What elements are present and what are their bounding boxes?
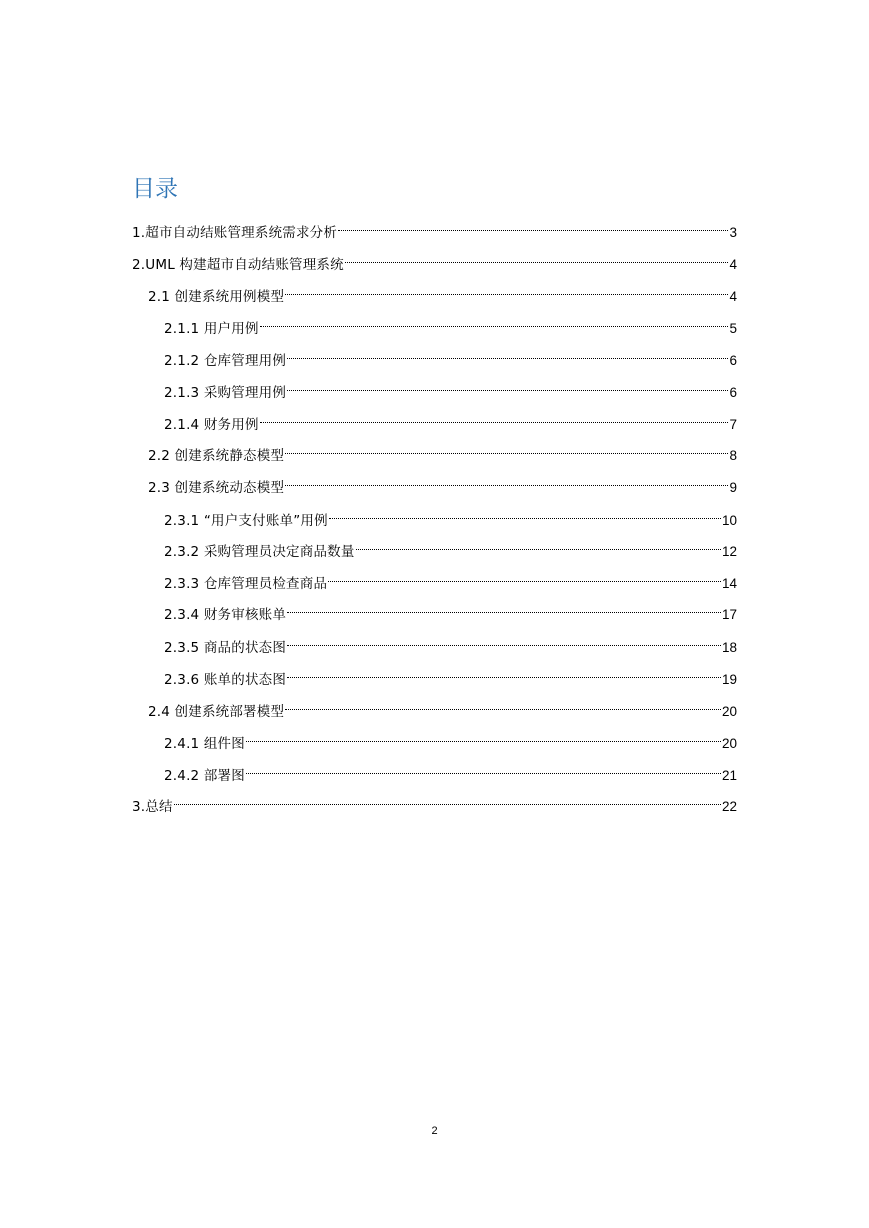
toc-entry[interactable] [164,501,737,529]
toc-entry-page: 22 [721,799,737,814]
toc-dot-leader [285,468,728,492]
toc-dot-leader [246,724,721,748]
toc-entry[interactable] [164,564,737,592]
toc-dot-leader [285,436,728,460]
toc-entry-label: 2.4 创建系统部署模型 [148,704,285,720]
toc-entry-page: 19 [721,672,737,687]
toc-entry-page: 4 [729,289,737,304]
toc-entry-label: 2.1 创建系统用例模型 [148,289,285,305]
toc-entry-label: 2.3.6 账单的状态图 [164,672,287,688]
toc-entry-label: 2.3.5 商品的状态图 [164,640,287,656]
toc-dot-leader [356,532,721,556]
toc-entry-page: 7 [729,417,737,432]
toc-entry[interactable] [148,436,737,464]
toc-entry-label: 2.1.3 采购管理用例 [164,385,287,401]
toc-entry[interactable] [164,405,737,433]
toc-entry[interactable] [132,245,737,273]
toc-entry-label: 2.4.1 组件图 [164,736,245,752]
toc-entry[interactable] [164,595,737,623]
toc-entry[interactable] [132,213,737,241]
toc-dot-leader [287,628,721,652]
toc-entry-page: 12 [721,544,737,559]
toc-dot-leader [287,341,728,365]
toc-entry-page: 10 [721,513,737,528]
toc-dot-leader [329,501,721,525]
toc-entry[interactable] [164,660,737,688]
toc-dot-leader [260,309,729,333]
toc-entry[interactable] [148,468,737,496]
toc-entry-page: 17 [721,607,737,622]
toc-entry-page: 4 [729,257,737,272]
toc-dot-leader [174,787,721,811]
toc-entry-page: 18 [721,640,737,655]
toc-entry[interactable] [164,373,737,401]
toc-entry[interactable] [164,341,737,369]
toc-entry-page: 9 [729,480,737,495]
toc-entry-label: 2.4.2 部署图 [164,768,245,784]
toc-entry[interactable] [164,756,737,784]
toc-entry[interactable] [132,787,737,815]
toc-entry-label: 2.3.4 财务审核账单 [164,607,287,623]
toc-entry-label: 3.总结 [132,799,173,815]
toc-entry[interactable] [164,628,737,656]
toc-entry-page: 21 [721,768,737,783]
toc-dot-leader [328,564,721,588]
toc-entry[interactable] [164,309,737,337]
toc-dot-leader [285,277,728,301]
toc-dot-leader [287,660,721,684]
toc-entry-label: 2.3.3 仓库管理员检查商品 [164,576,328,592]
toc-dot-leader [287,595,721,619]
toc-entry-label: 2.1.1 用户用例 [164,321,259,337]
toc-title: 目录 [132,176,178,202]
toc-dot-leader [285,692,721,716]
toc-entry-label: 2.1.2 仓库管理用例 [164,353,287,369]
toc-entry-page: 20 [721,704,737,719]
toc-dot-leader [246,756,721,780]
page-number: 2 [431,1125,438,1137]
toc-dot-leader [260,405,729,429]
toc-entry-label: 2.3.2 采购管理员决定商品数量 [164,544,355,560]
toc-entry-page: 14 [721,576,737,591]
toc-entry-label: 2.3 创建系统动态模型 [148,480,285,496]
toc-entry-label: 2.UML 构建超市自动结账管理系统 [132,257,344,273]
toc-entry-page: 5 [729,321,737,336]
toc-dot-leader [287,373,728,397]
toc-entry-page: 6 [729,385,737,400]
toc-dot-leader [345,245,729,269]
toc-entry-label: 2.2 创建系统静态模型 [148,448,285,464]
toc-entry[interactable] [148,277,737,305]
toc-entry-label: 1.超市自动结账管理系统需求分析 [132,225,338,241]
toc-entry-page: 20 [721,736,737,751]
toc-dot-leader [338,213,728,237]
toc-entry[interactable] [148,692,737,720]
toc-entry-page: 6 [729,353,737,368]
toc-entry-page: 8 [729,448,737,463]
toc-entry[interactable] [164,532,737,560]
toc-entry[interactable] [164,724,737,752]
toc-entry-label: 2.1.4 财务用例 [164,417,259,433]
toc-entry-page: 3 [729,225,737,240]
toc-entry-label: 2.3.1 “用户支付账单”用例 [164,513,328,529]
